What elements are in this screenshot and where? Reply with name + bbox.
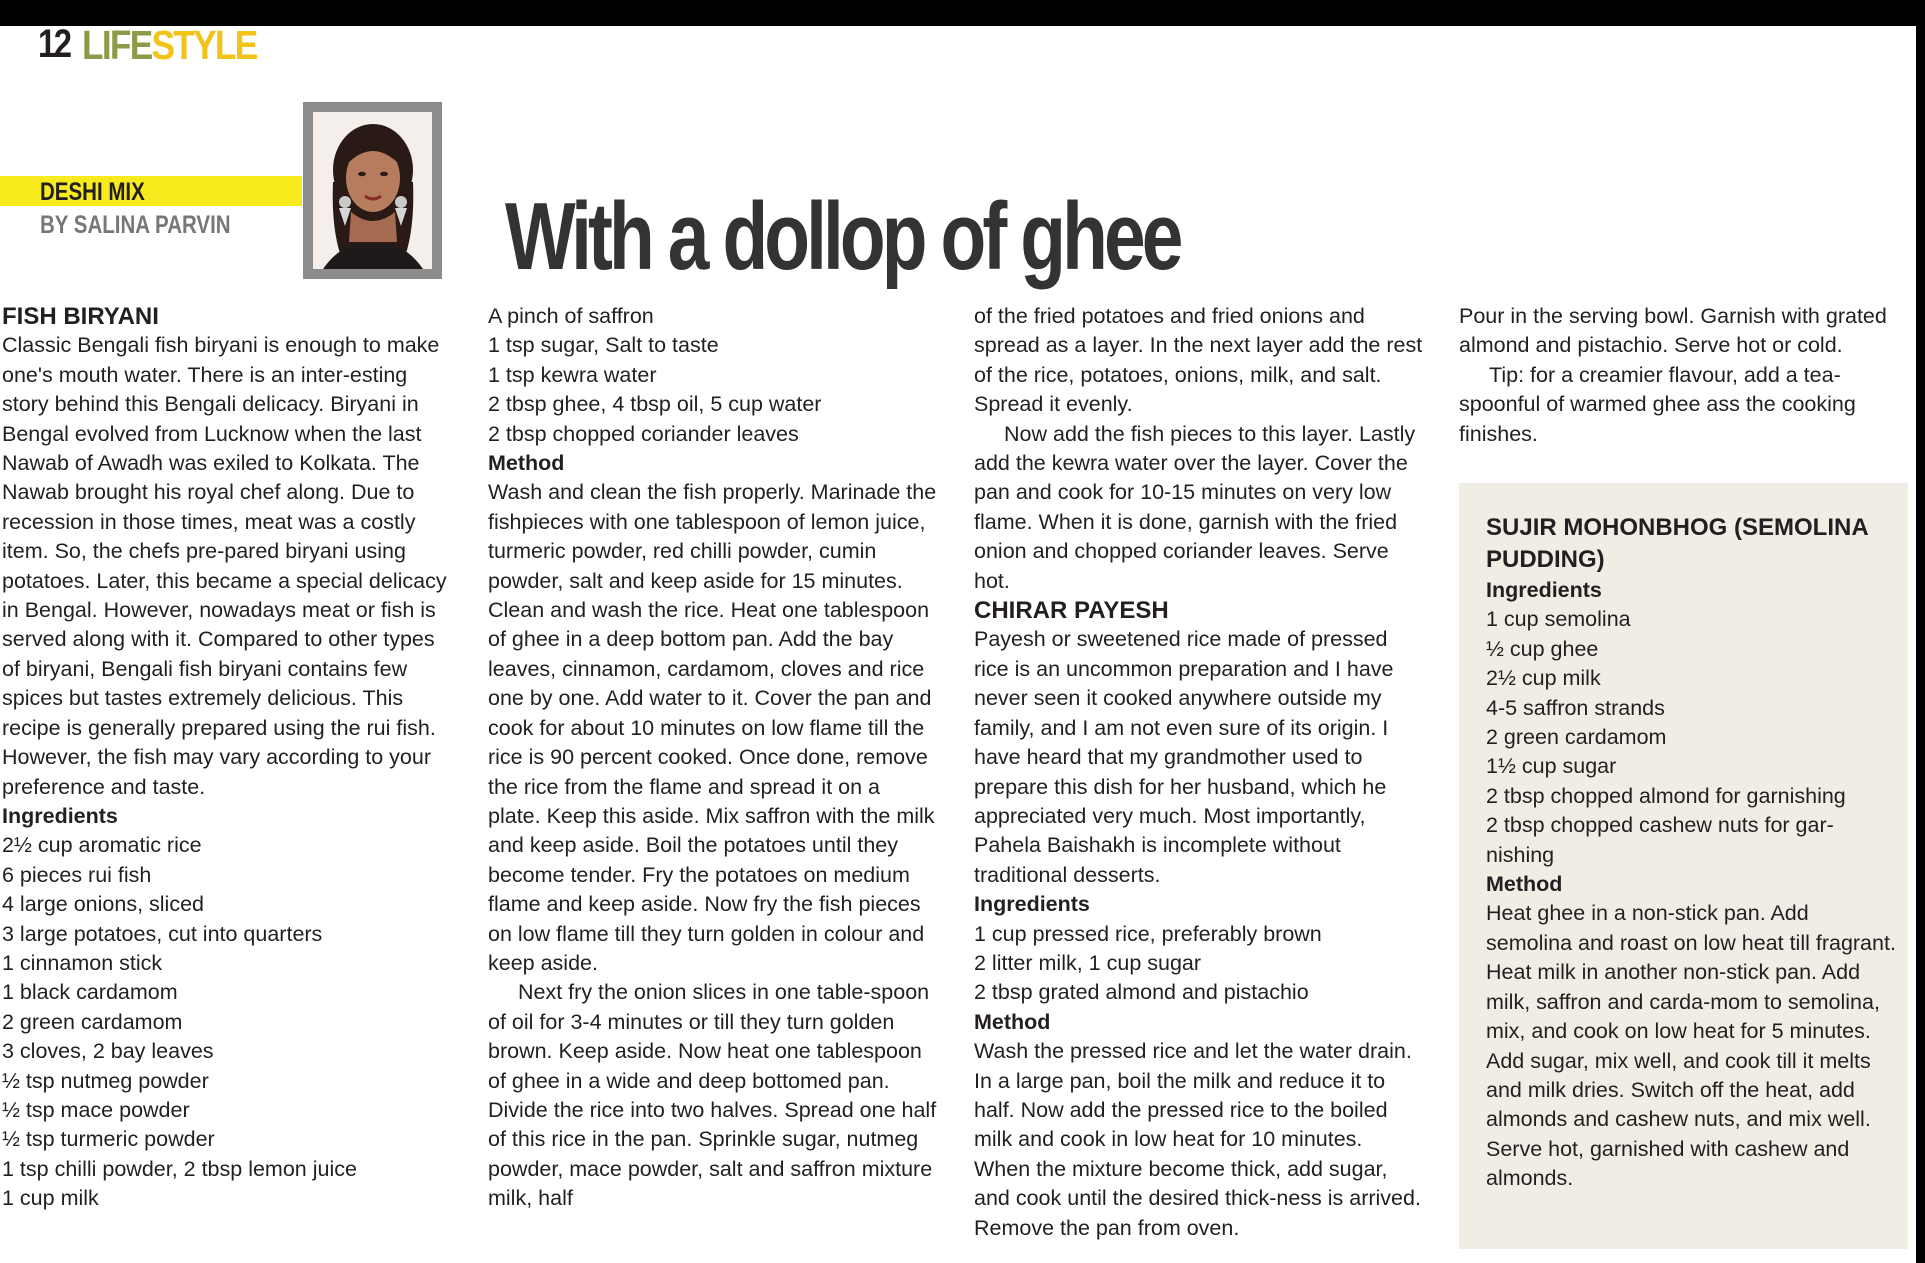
paragraph: Wash and clean the fish properly. Marinade the fishpieces with one tablespoon of lemon juice, turmeric powder, red chilli powder, cumin powder, salt and keep aside for 15 minutes. Clean and wash the rice. Heat one tablespoon of ghee in a deep bottom pan. Add the bay leaves, cinnamon, cardamom, cloves and rice one by one. Add water to it. Cover the pan and cook for about 10 minutes on low flame till the rice is 90 percent cooked. Once done, remove the rice from the flame and spread it on a plate. Keep this aside. Mix saffron with the milk and keep aside. Boil the potatoes until they become tender. Fry the potatoes on medium flame and keep aside. Now fry the fish pieces on low flame till they turn golden in colour and keep aside. [488, 480, 937, 975]
ingredient-line: 2 tbsp ghee, 4 tbsp oil, 5 cup water [488, 392, 822, 417]
column-name: DESHI MIX [40, 178, 145, 206]
paragraph: Wash the pressed rice and let the water drain. In a large pan, boil the milk and reduce it to half. Now add the pressed rice to the boiled milk and cook in low heat for 10 minutes. When the mixture become thick, add sugar, and cook until the desired thick-ness is arrived. Remove the pan from oven. [974, 1039, 1421, 1240]
author-photo [303, 102, 442, 279]
ingredient-line: 4 large onions, sliced [2, 892, 204, 917]
ingredient-line: 2½ cup aromatic rice [2, 833, 202, 858]
section-heading: Method [488, 451, 565, 476]
ingredient-line: 2½ cup milk [1486, 666, 1601, 691]
paragraph: Tip: for a creamier flavour, add a tea-spoonful of warmed ghee ass the cooking finishes. [1459, 362, 1856, 446]
paragraph: Payesh or sweetened rice made of pressed rice is an uncommon preparation and I have never seen it cooked anywhere outside my family, and I am not even sure of its origin. I have heard that my grandmother used to prepare this dish for her husband, which he appreciated very much. Most importantly, Pahela Baishakh is incomplete without traditional desserts. [974, 627, 1394, 887]
column-3 [974, 302, 1424, 1243]
column-byline: BY SALINA PARVIN [40, 211, 231, 239]
sidebar-content [1486, 512, 1896, 1194]
recipe-title: FISH BIRYANI [2, 303, 159, 330]
ingredient-line: 2 tbsp chopped cashew nuts for gar-nishing [1486, 813, 1834, 867]
ingredient-line: 1 cup pressed rice, preferably brown [974, 921, 1322, 946]
ingredient-line: 2 green cardamom [2, 1009, 183, 1034]
paragraph: Next fry the onion slices in one table-spoon of oil for 3-4 minutes or till they turn golden brown. Keep aside. Now heat one tablespoon of ghee in a wide and deep bottomed pan. Divide the rice into two halves. Spread one half of this rice in the pan. Sprinkle sugar, nutmeg powder, mace powder, salt and saffron mixture milk, half [488, 980, 937, 1211]
top-border [0, 0, 1925, 26]
ingredient-line: 4-5 saffron strands [1486, 695, 1665, 720]
ingredient-line: 1 black cardamom [2, 980, 178, 1005]
headline: With a dollop of ghee [505, 183, 1180, 290]
ingredient-line: ½ cup ghee [1486, 636, 1599, 661]
ingredient-line: 1 cinnamon stick [2, 950, 163, 975]
paragraph: of the fried potatoes and fried onions and spread as a layer. In the next layer add the rest of the rice, potatoes, onions, milk, and salt. Spread it evenly. [974, 304, 1423, 417]
ingredient-line: 1 tsp sugar, Salt to taste [488, 333, 719, 358]
ingredient-line: 2 tbsp chopped coriander leaves [488, 421, 799, 446]
ingredient-line: 3 cloves, 2 bay leaves [2, 1039, 214, 1064]
column-4 [1459, 302, 1909, 449]
ingredient-line: 1 cup semolina [1486, 607, 1631, 632]
section-title-life: LIFE [82, 22, 152, 68]
section-heading: Method [974, 1009, 1051, 1034]
ingredient-line: 2 litter milk, 1 cup sugar [974, 950, 1202, 975]
section-heading: Ingredients [1486, 578, 1602, 602]
ingredient-line: ½ tsp nutmeg powder [2, 1068, 209, 1093]
right-border [1916, 0, 1925, 1263]
paragraph: Classic Bengali fish biryani is enough to make one's mouth water. There is an inter-esting story behind this Bengali delicacy. Biryani in Bengal evolved from Lucknow when the last Nawab of Awadh was exiled to Kolkata. The Nawab brought his royal chef along. Due to recession in those times, meat was a costly item. So, the chefs pre-pared biryani using potatoes. Later, this became a special delicacy in Bengal. However, nowadays meat or fish is served along with it. Compared to other types of biryani, Bengali fish biryani contains few spices but tastes extremely delicious. This recipe is generally prepared using the rui fish. However, the fish may vary according to your preference and taste. [2, 333, 447, 799]
paragraph: Now add the fish pieces to this layer. Lastly add the kewra water over the layer. Cover the pan and cook for 10-15 minutes on very low flame. When it is done, garnish with the fried onion and chopped coriander leaves. Serve hot. [974, 421, 1416, 593]
ingredient-line: 1 tsp kewra water [488, 362, 657, 387]
section-heading: Ingredients [974, 892, 1090, 917]
paragraph: Heat ghee in a non-stick pan. Add semolina and roast on low heat till fragrant. Heat milk in another non-stick pan. Add milk, saffron and carda-mom to semolina, mix, and cook on low heat for 5 minutes. Add sugar, mix well, and cook till it melts and milk dries. Switch off the heat, add almonds and cashew nuts, and mix well. Serve hot, garnished with cashew and almonds. [1486, 901, 1896, 1191]
ingredient-line: 3 large potatoes, cut into quarters [2, 921, 323, 946]
section-title-style: STYLE [151, 22, 257, 68]
ingredient-line: 6 pieces rui fish [2, 862, 152, 887]
section-heading: Ingredients [2, 803, 118, 828]
ingredient-line: ½ tsp turmeric powder [2, 1127, 215, 1152]
ingredient-line: 1 tsp chilli powder, 2 tbsp lemon juice [2, 1156, 357, 1181]
ingredient-line: A pinch of saffron [488, 304, 654, 328]
ingredient-line: 2 tbsp grated almond and pistachio [974, 980, 1309, 1005]
ingredient-line: ½ tsp mace powder [2, 1097, 190, 1122]
page-number: 12 [38, 22, 70, 66]
section-title [82, 22, 257, 69]
column-2 [488, 302, 938, 1214]
recipe-title: CHIRAR PAYESH [974, 597, 1169, 625]
ingredient-line: 2 green cardamom [1486, 725, 1667, 750]
recipe-title: SUJIR MOHONBHOG (SEMOLINA PUDDING) [1486, 514, 1868, 573]
paragraph: Pour in the serving bowl. Garnish with grated almond and pistachio. Serve hot or cold. [1459, 304, 1887, 358]
portrait-illustration [313, 112, 432, 269]
ingredient-line: 2 tbsp chopped almond for garnishing [1486, 783, 1846, 808]
column-1 [2, 302, 447, 1214]
section-heading: Method [1486, 872, 1563, 897]
ingredient-line: 1 cup milk [2, 1186, 99, 1211]
ingredient-line: 1½ cup sugar [1486, 754, 1617, 779]
